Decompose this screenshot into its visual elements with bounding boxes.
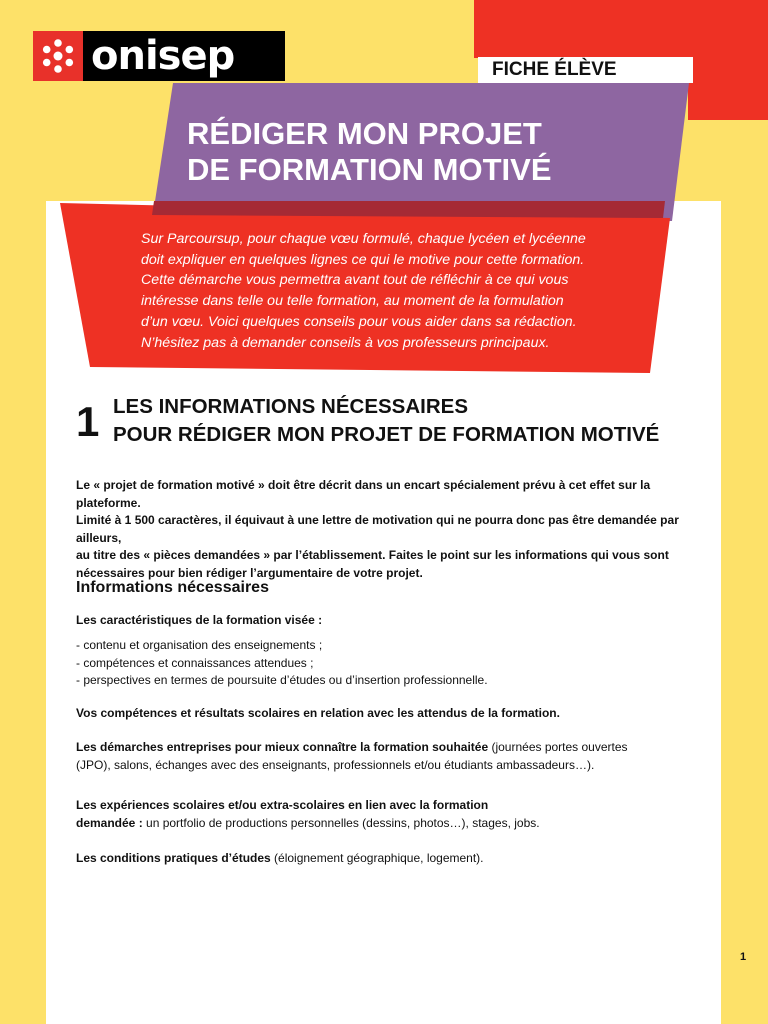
demarches-text — [76, 739, 716, 774]
paragraph-line: Le « projet de formation motivé » doit être décrit dans un encart spécialement prévu à cet effet sur la plateforme. — [76, 478, 651, 510]
title-line-2: DE FORMATION MOTIVÉ — [187, 152, 552, 187]
experiences-rest: un portfolio de productions personnelles (dessins, photos…), stages, jobs. — [142, 815, 540, 830]
list-item: - compétences et connaissances attendues ; — [76, 655, 314, 670]
intro-text — [141, 229, 661, 353]
experiences-bold-1: Les expériences scolaires et/ou extra-scolaires en lien avec la formation — [76, 798, 489, 812]
section-title — [113, 393, 659, 449]
caracteristiques-list — [76, 637, 716, 690]
list-item: - perspectives en termes de poursuite d’études ou d’insertion professionnelle. — [76, 673, 488, 687]
onisep-logo[interactable] — [33, 31, 285, 81]
intro-line: Sur Parcoursup, pour chaque vœu formulé, chaque lycéen et lycéenne — [141, 231, 586, 247]
paragraph-line: Limité à 1 500 caractères, il équivaut à une lettre de motivation qui ne pourra donc pas être demandée par ailleurs, — [76, 513, 679, 545]
decor-red-corner-right — [688, 0, 768, 120]
title-line-1: RÉDIGER MON PROJET — [187, 116, 542, 151]
intro-line: Cette démarche vous permettra avant tout de réfléchir à ce qui vous — [141, 272, 569, 289]
competences-text: Vos compétences et résultats scolaires en relation avec les attendus de la formation. — [76, 706, 560, 720]
asterisk-icon — [33, 31, 83, 81]
intro-paragraph — [76, 477, 716, 582]
experiences-bold-2: demandée : — [76, 815, 143, 830]
banner-overlap — [152, 201, 665, 218]
section-number: 1 — [76, 398, 100, 445]
intro-line: d’un vœu. Voici quelques conseils pour vous aider dans sa rédaction. — [141, 313, 577, 330]
section-title-line-2: POUR RÉDIGER MON PROJET DE FORMATION MOTIVÉ — [113, 423, 660, 446]
conditions-text — [76, 850, 716, 868]
conditions-rest: (éloignement géographique, logement). — [270, 851, 484, 865]
caracteristiques-heading: Les caractéristiques de la formation visée : — [76, 613, 323, 627]
page-title — [187, 116, 552, 188]
brand-name: onisep — [91, 33, 235, 79]
intro-line: intéresse dans telle ou telle formation, au moment de la formulation — [141, 293, 564, 310]
fiche-eleve-tag: FICHE ÉLÈVE — [478, 57, 693, 83]
intro-line: N’hésitez pas à demander conseils à vos professeurs principaux. — [141, 334, 550, 351]
page-number: 1 — [740, 951, 747, 963]
demarches-rest-2: (JPO), salons, échanges avec des enseignants, professionnels et/ou étudiants ambassadeurs…). — [76, 757, 595, 772]
info-subtitle: Informations nécessaires — [76, 579, 269, 596]
list-item: - contenu et organisation des enseignements ; — [76, 638, 323, 652]
demarches-bold: Les démarches entreprises pour mieux connaître la formation souhaitée — [76, 740, 489, 754]
paragraph-line: au titre des « pièces demandées » par l’établissement. Faites le point sur les informations qui vous sont — [76, 548, 669, 562]
demarches-rest-1: (journées portes ouvertes — [488, 740, 628, 754]
paragraph-line: nécessaires pour bien rédiger l’argumentaire de votre projet. — [76, 565, 423, 580]
conditions-bold: Les conditions pratiques d’études — [76, 851, 271, 865]
experiences-text — [76, 797, 716, 832]
section-title-line-1: LES INFORMATIONS NÉCESSAIRES — [113, 395, 468, 418]
intro-line: doit expliquer en quelques lignes ce qui le motive pour cette formation. — [141, 251, 585, 268]
